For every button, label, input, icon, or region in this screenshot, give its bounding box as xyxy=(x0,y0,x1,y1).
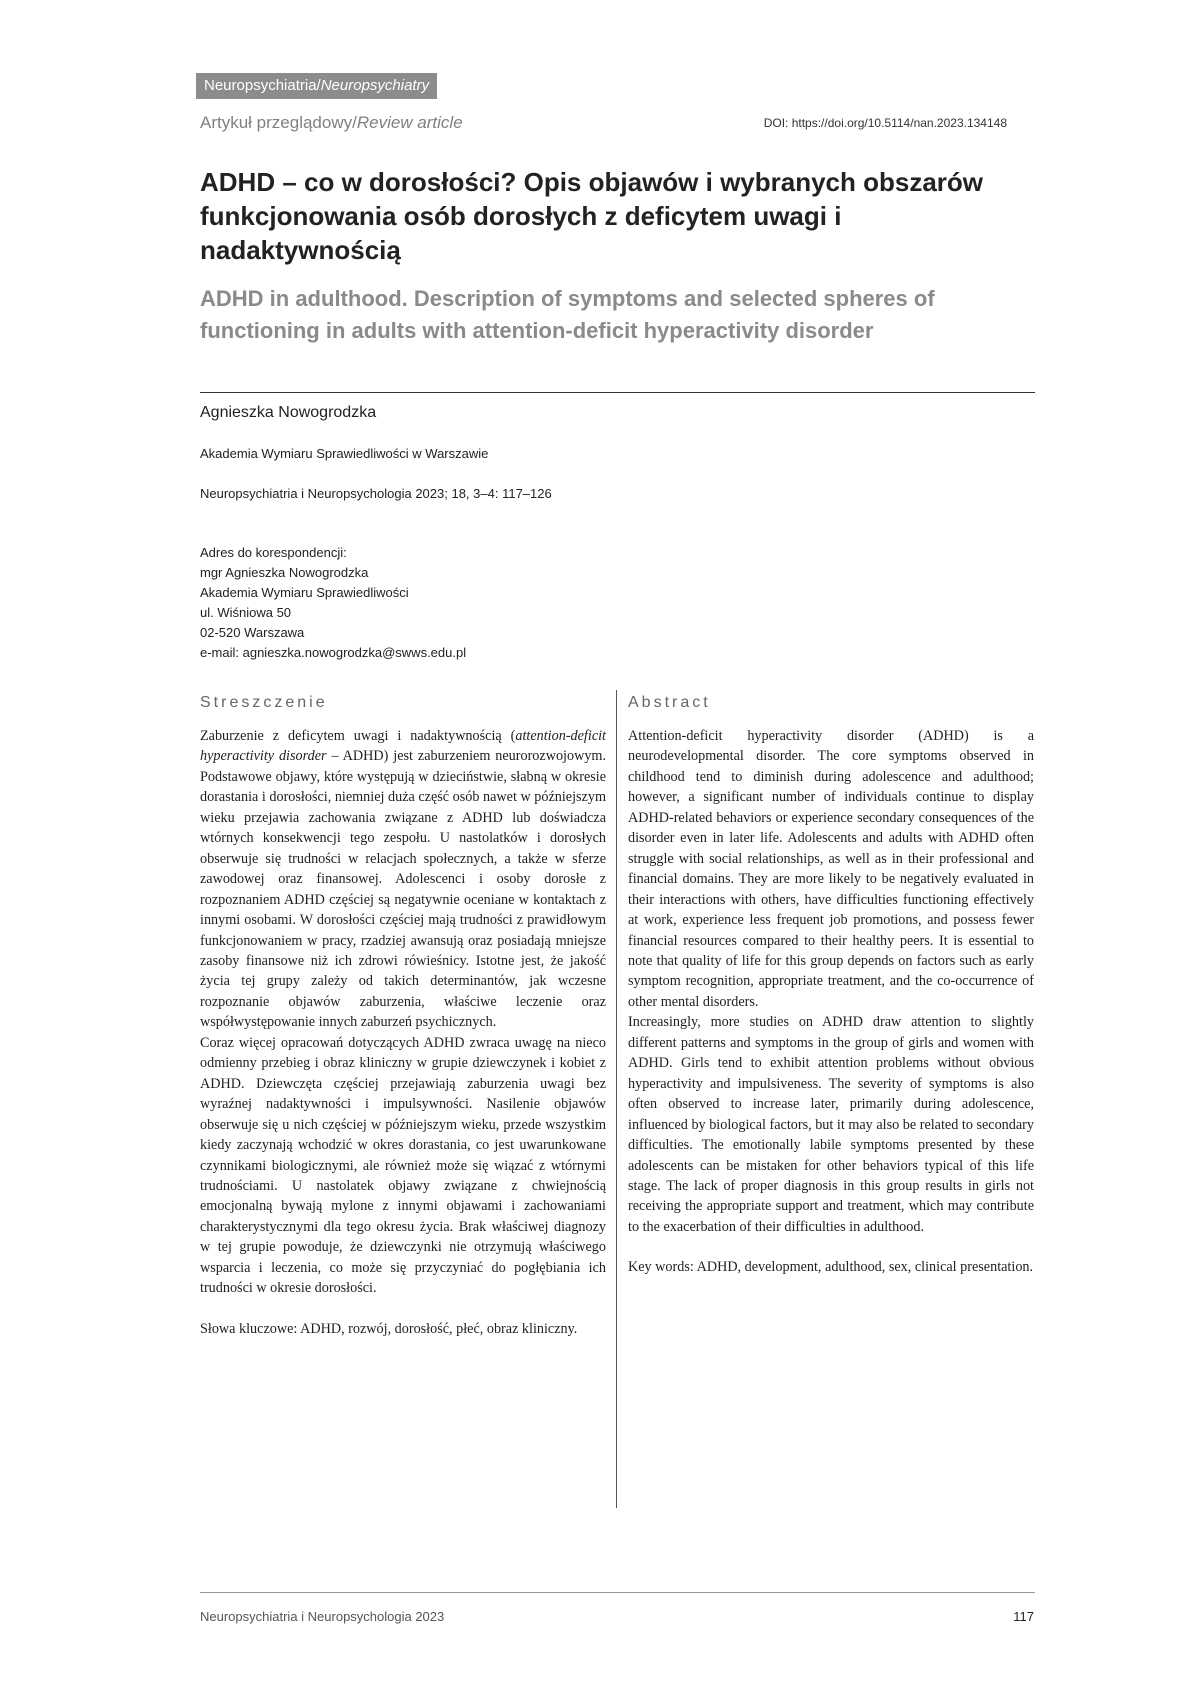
streszczenie-paragraph-1: Zaburzenie z deficytem uwagi i nadaktywnością (attention-deficit hyperactivity disorder – ADHD) jest zaburzeniem neurorozwojowym. Podstawowe objawy, które występują w dzieciństwie, słabną w okresie dorastania i dorosłości, niemniej duża część osób nawet w późniejszym wieku przejawia zachowania związane z ADHD lub doświadcza wtórnych konsekwencji tego zespołu. U nastolatków i dorosłych obserwuje się trudności w relacjach społecznych, a także w sferze zawodowej oraz finansowej. Adolescenci i osoby dorosłe z rozpoznaniem ADHD częściej są negatywnie oceniane w kontaktach z innymi osobami. W dorosłości częściej mają trudności z prawidłowym funkcjonowaniem w pracy, rzadziej awansują oraz posiadają mniejsze zasoby finansowe niż ich zdrowi rówieśnicy. Istotne jest, że jakość życia tej grupy zależy od takich determinantów, jak wczesne rozpoznanie objawów zaburzenia, właściwe leczenie oraz współwystępowanie innych zaburzeń psychicznych. xyxy=(200,728,606,1031)
footer-divider xyxy=(200,1592,1035,1593)
correspondence-line: Akademia Wymiaru Sprawiedliwości xyxy=(200,585,409,600)
page-number: 117 xyxy=(1013,1609,1034,1624)
column-divider xyxy=(616,690,617,1508)
keywords-label-en: Key words: xyxy=(628,1259,694,1276)
keywords-en xyxy=(628,1257,1034,1277)
correspondence-line: 02-520 Warszawa xyxy=(200,625,305,640)
abstract-heading: Abstract xyxy=(628,694,711,711)
correspondence-line: mgr Agnieszka Nowogrodzka xyxy=(200,565,369,580)
journal-name-en: Neuropsychiatry xyxy=(320,77,430,94)
streszczenie-paragraph-2: Coraz więcej opracowań dotyczących ADHD zwraca uwagę na nieco odmienny przebieg i obraz kliniczny w grupie dziewczynek i kobiet z ADHD. Dziewczęta częściej przejawiają zaburzenia uwagi bez wyraźnej nadaktywności i impulsywności. Nasilenie objawów obserwuje się u nich częściej w późniejszym wieku, przede wszystkim kiedy zaczynają wchodzić w okres dorastania, co jest uwarunkowane czynnikami biologicznymi, ale również może się wiązać z wtórnymi trudnościami. U nastolatek objawy związane z chwiejnością emocjonalną bywają mylone z innymi objawami i zachowaniami charakterystycznymi dla tego okresu życia. Brak właściwej diagnozy w tej grupie powoduje, że dziewczynki nie otrzymują właściwego wsparcia i leczenia, co może się przyczyniać do pogłębiania ich trudności w okresie dorosłości. xyxy=(200,1034,606,1297)
streszczenie-column xyxy=(200,726,606,1339)
title-english: ADHD in adulthood. Description of symptoms and selected spheres of functioning in adults with attention-deficit hyperactivity disorder xyxy=(200,286,935,343)
article-type-en: Review article xyxy=(356,113,463,132)
keywords-list-pl: ADHD, rozwój, dorosłość, płeć, obraz kliniczny. xyxy=(297,1320,578,1337)
correspondence-email[interactable]: e-mail: agnieszka.nowogrodzka@swws.edu.pl xyxy=(200,645,467,660)
footer-journal: Neuropsychiatria i Neuropsychologia 2023 xyxy=(200,1609,445,1624)
streszczenie-heading: Streszczenie xyxy=(200,694,328,711)
author-affiliation: Akademia Wymiaru Sprawiedliwości w Warszawie xyxy=(200,446,489,461)
journal-citation: Neuropsychiatria i Neuropsychologia 2023; 18, 3–4: 117–126 xyxy=(200,486,552,501)
article-type xyxy=(200,113,463,133)
abstract-paragraph-2: Increasingly, more studies on ADHD draw attention to slightly different patterns and symptoms in the group of girls and women with ADHD. Girls tend to exhibit attention problems without obvious hyperactivity and impulsiveness. The severity of symptoms is also often observed to increase later, primarily during adolescence, influenced by biological factors, but it may also be related to secondary difficulties. The emotionally labile symptoms presented by these adolescents can be mistaken for other behaviors typical of this life stage. The lack of proper diagnosis in this group results in girls not receiving the appropriate support and treatment, which may contribute to the exacerbation of their difficulties in adulthood. xyxy=(628,1014,1034,1235)
keywords-label-pl: Słowa kluczowe: xyxy=(200,1320,298,1337)
journal-badge xyxy=(196,73,437,99)
abstract-column xyxy=(628,726,1034,1278)
correspondence-line: ul. Wiśniowa 50 xyxy=(200,605,292,620)
abstract-paragraph-1: Attention-deficit hyperactivity disorder (ADHD) is a neurodevelopmental disorder. The core symptoms observed in childhood tend to diminish during adolescence and adulthood; however, a significant number of individuals continue to display ADHD-related behaviors or experience secondary consequences of the disorder even in later life. Adolescents and adults with ADHD often struggle with social relationships, as well as in their professional and financial domains. They are more likely to be negatively evaluated in their interactions with others, have difficulties functioning effectively at work, experience less frequent job promotions, and possess fewer financial resources compared to their healthy peers. It is essential to note that quality of life for this group depends on factors such as early symptom recognition, appropriate treatment, and the co-occurrence of other mental disorders. xyxy=(628,728,1034,1010)
article-type-pl: Artykuł przeglądowy/ xyxy=(200,113,357,132)
doi-link[interactable]: DOI: https://doi.org/10.5114/nan.2023.134148 xyxy=(763,116,1007,130)
title-polish: ADHD – co w dorosłości? Opis objawów i wybranych obszarów funkcjonowania osób dorosłych z deficytem uwagi i nadaktywnością xyxy=(200,167,984,265)
header-divider xyxy=(200,392,1035,393)
keywords-list-en: ADHD, development, adulthood, sex, clinical presentation. xyxy=(693,1259,1034,1276)
keywords-pl xyxy=(200,1319,606,1339)
author-name: Agnieszka Nowogrodzka xyxy=(200,404,377,421)
italic-term: attention-deficit hyperactivity disorder xyxy=(200,728,606,765)
correspondence-heading: Adres do korespondencji: xyxy=(200,545,347,560)
correspondence-address xyxy=(200,543,466,663)
journal-name-pl: Neuropsychiatria/ xyxy=(204,77,321,94)
